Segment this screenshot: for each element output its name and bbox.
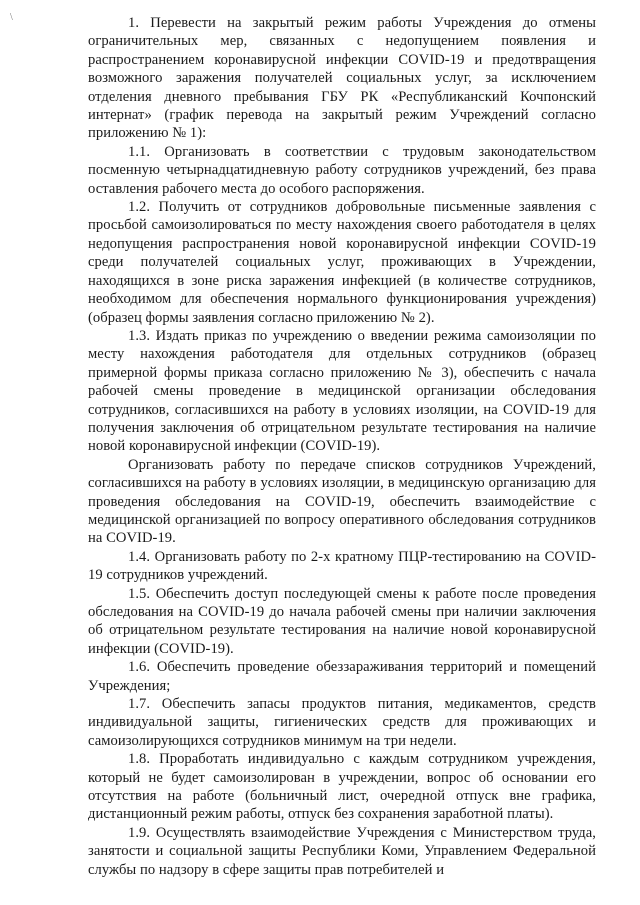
paragraph-1-8: 1.8. Проработать индивидуально с каждым сотрудником учреждения, который не будет самоизолирован в учреждении, вопрос об основании его отсутствия на работе (больничный лист, очередной отпуск вне графика, дистанционный режим работы, отпуск без сохранения заработной платы). [88, 751, 596, 823]
paragraph-1-4: 1.4. Организовать работу по 2-х кратному ПЦР-тестированию на COVID-19 сотрудников учреждений. [88, 548, 596, 584]
paragraph-1-9: 1.9. Осуществлять взаимодействие Учреждения с Министерством труда, занятости и социальной защиты Республики Коми, Управлением Федеральной службы по надзору в сфере защиты прав потребителей и [88, 824, 596, 878]
paragraph-1-2: 1.2. Получить от сотрудников добровольные письменные заявления с просьбой самоизолироваться по месту нахождения своего работодателя в целях недопущения распространения новой коронавирусной инфекции COVID-19 среди получателей социальных услуг, проживающих в Учреждении, находящихся в зоне риска заражения инфекцией (в количестве сотрудников, необходимом для обеспечения нормального функционирования учреждения) (образец формы заявления согласно приложению № 2). [88, 199, 596, 326]
paragraph-1-1: 1.1. Организовать в соответствии с трудовым законодательством посменную четырнадцатидневную работу сотрудников учреждений, без права оставления рабочего места до особого распоряжения. [88, 143, 596, 197]
paragraph-1: 1. Перевести на закрытый режим работы Учреждения до отмены ограничительных мер, связанных с недопущением появления и распространением коронавирусной инфекции COVID-19 и предотвращения возможного заражения получателей социальных услуг, за исключением отделения дневного пребывания ГБУ РК «Республиканский Кочпонский интернат» (график перевода на закрытый режим Учреждений согласно приложению № 1): [88, 15, 596, 142]
paragraph-1-7: 1.7. Обеспечить запасы продуктов питания, медикаментов, средств индивидуальной защиты, гигиенических средств для проживающих и самоизолирующихся сотрудников минимум на три недели. [88, 696, 596, 749]
paragraph-1-6: 1.6. Обеспечить проведение обеззараживания территорий и помещений Учреждения; [88, 659, 596, 694]
paragraph-organize-lists: Организовать работу по передаче списков сотрудников Учреждений, согласившихся на работу в условиях изоляции, в медицинскую организацию для проведения обследования на COVID-19, обеспечить взаимодействие с медицинской организацией по вопросу оперативного обследования сотрудников на COVID-19. [88, 456, 596, 547]
corner-mark: \ [10, 12, 13, 23]
paragraph-1-3: 1.3. Издать приказ по учреждению о введении режима самоизоляции по месту нахождения работодателя для отдельных сотрудников (образец примерной формы приказа согласно приложению № 3), обеспечить с начала рабочей смены проведение в медицинской организации обследования сотрудников, согласившихся на работу в условиях изоляции, на COVID-19 для получения заключения об отрицательном результате тестирования на наличие новой коронавирусной инфекции (COVID-19). [88, 327, 596, 455]
paragraph-1-5: 1.5. Обеспечить доступ последующей смены к работе после проведения обследования на COVID-19 до начала рабочей смены при наличии заключения об отрицательном результате тестирования на наличие новой коронавирусной инфекции (COVID-19). [88, 585, 596, 657]
